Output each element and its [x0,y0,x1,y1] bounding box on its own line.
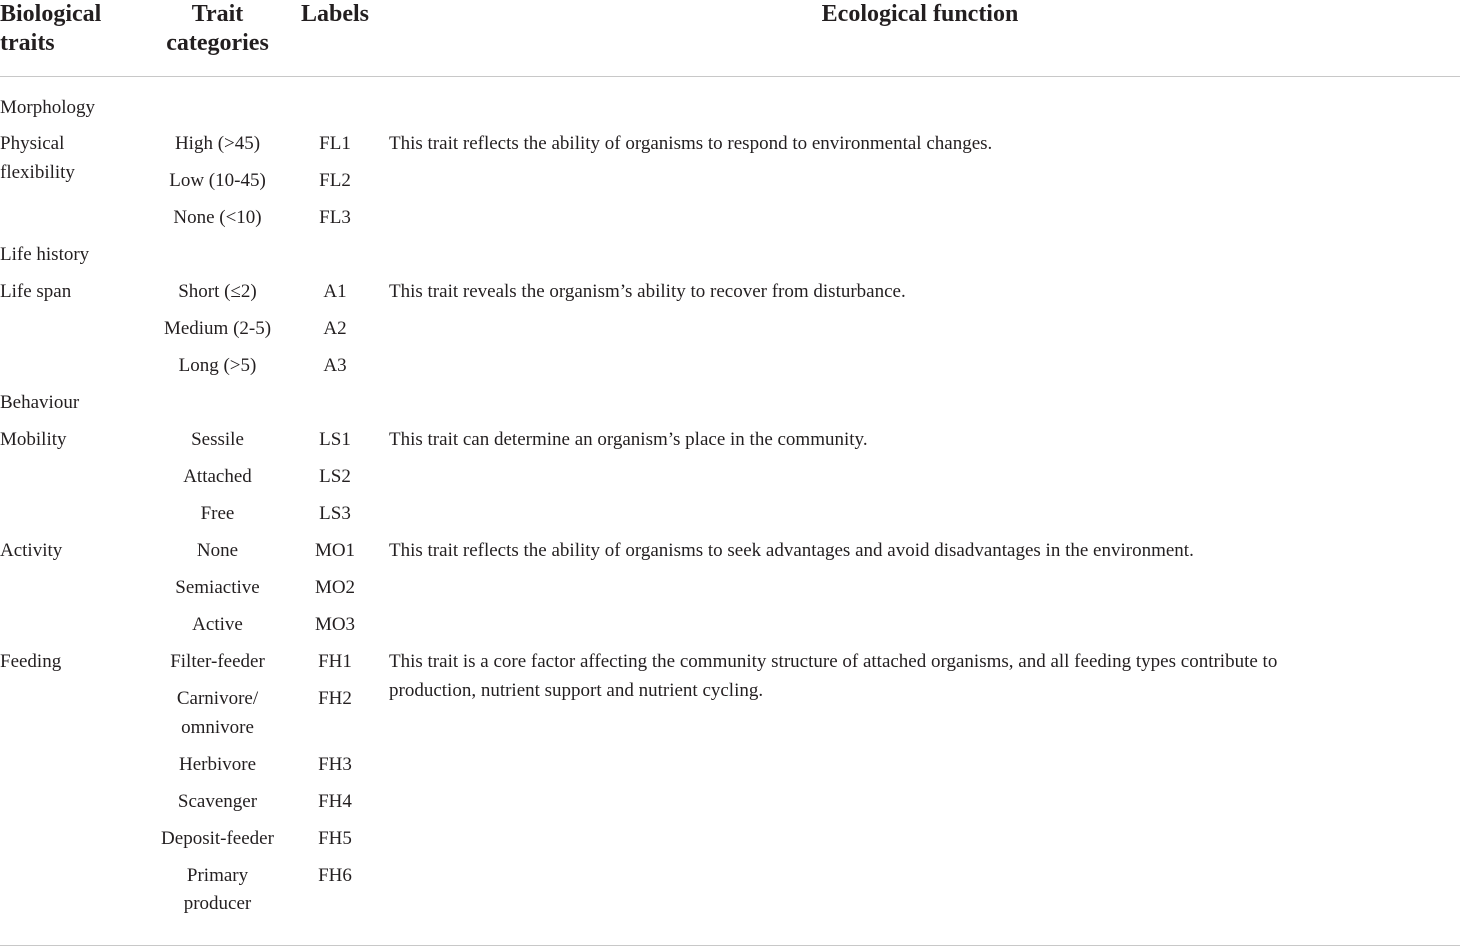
trait-category: Sessile [191,429,244,450]
trait-category: Low (10-45) [169,170,266,191]
table-row [0,644,1460,681]
trait-category [145,858,290,924]
trait-label: MO2 [314,577,356,598]
ecological-function-text [380,644,1460,923]
table-bottom-rule [0,945,1460,946]
trait-label: A3 [323,355,347,376]
header-text: categories [166,30,269,56]
trait-category: Deposit-feeder [161,827,274,849]
section-heading: Morphology [0,96,95,118]
function-line: production, nutrient support and nutrient cycling. [389,679,764,701]
trait-category [145,681,290,747]
trait-label: A1 [323,281,347,302]
trait-category: Medium (2-5) [163,318,272,339]
category-line: omnivore [181,716,254,738]
trait-label: MO1 [314,540,356,561]
section-row [0,76,1460,126]
category-line: Carnivore/ [176,688,259,709]
trait-name-line: flexibility [0,161,75,183]
section-heading: Behaviour [0,392,80,413]
trait-name: Feeding [0,651,62,672]
trait-category: Long (>5) [178,355,257,376]
trait-name: Mobility [0,429,67,450]
trait-label: FH6 [318,864,352,886]
header-text: traits [0,30,55,56]
trait-label: FL1 [319,133,351,154]
category-line: producer [183,893,252,914]
trait-label: FH4 [318,790,352,812]
trait-label: FL3 [319,207,351,228]
header-labels: Labels [290,0,380,76]
trait-label: LS2 [319,466,351,487]
trait-category: High (>45) [174,133,261,154]
trait-category: Attached [183,466,252,487]
section-row [0,237,1460,274]
ecological-function-text: This trait reflects the ability of organisms to seek advantages and avoid disadvantages in the environment. [389,540,1194,561]
header-text: Trait [191,1,244,27]
trait-name: Activity [0,540,63,561]
table-row [0,533,1460,570]
header-text: Biological [0,1,102,27]
trait-name [0,126,145,237]
trait-category: None (<10) [173,207,262,228]
ecological-function-text: This trait reveals the organism’s ability to recover from disturbance. [389,281,906,302]
trait-label: FH1 [318,651,352,672]
header-trait-categories [145,0,290,76]
trait-label: MO3 [314,614,356,635]
section-row [0,385,1460,422]
trait-category: Filter-feeder [170,651,265,672]
table-row [0,422,1460,459]
table-row [0,274,1460,311]
table-header-row [0,0,1460,76]
trait-category: Active [192,614,243,635]
trait-category: Scavenger [177,790,258,812]
header-ecological-function: Ecological function [380,0,1460,76]
trait-label: FH5 [318,827,352,849]
header-biological-traits [0,0,145,76]
trait-name: Life span [0,281,72,302]
trait-label: LS1 [319,429,351,450]
function-line: This trait is a core factor affecting the community structure of attached organisms, and all feeding types contribute to [389,651,1278,672]
section-heading: Life history [0,244,90,265]
category-line: Primary [186,864,249,886]
trait-category: Short (≤2) [178,281,257,302]
trait-label: FL2 [319,170,351,191]
trait-category: Herbivore [178,753,257,775]
trait-label: A2 [323,318,347,339]
trait-category: None [196,540,239,561]
ecological-function-text: This trait reflects the ability of organisms to respond to environmental changes. [389,133,993,154]
trait-category: Free [200,503,235,524]
trait-label: LS3 [319,503,351,524]
trait-label: FH2 [318,688,352,709]
trait-category: Semiactive [175,577,260,598]
table-row [0,126,1460,163]
ecological-function-text: This trait can determine an organism’s place in the community. [389,429,868,450]
trait-name-line: Physical [0,133,65,154]
trait-label: FH3 [318,753,352,775]
